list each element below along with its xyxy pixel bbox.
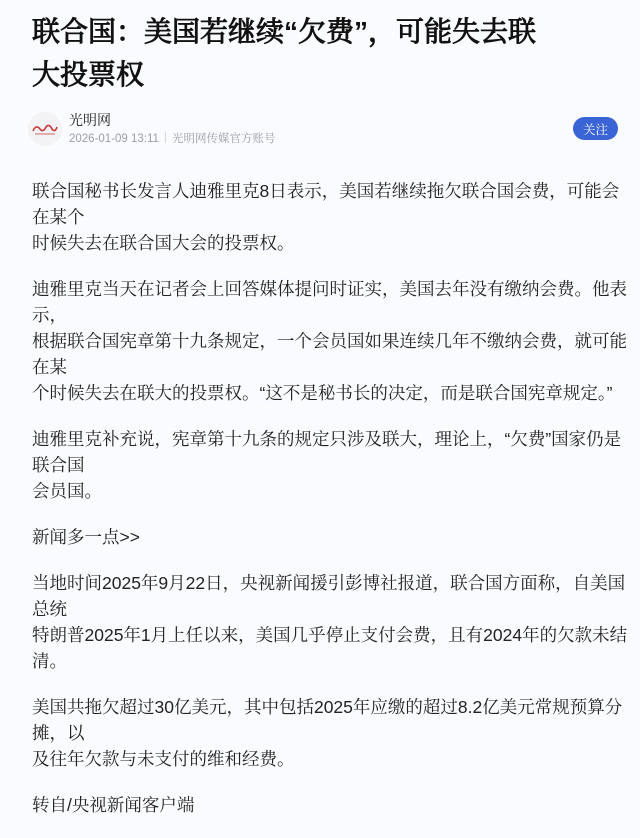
source-note	[32, 792, 628, 818]
divider	[165, 132, 166, 143]
author-bar	[28, 110, 618, 150]
paragraph	[32, 178, 628, 256]
section-heading	[32, 524, 628, 550]
author-description: 光明网传媒官方账号	[171, 133, 276, 145]
text-line: 转自/央视新闻客户端	[32, 795, 195, 815]
text-line: 特朗普2025年1月上任以来，美国几乎停止支付会费，且有2024年的欠款未结清。	[32, 625, 628, 671]
text-line: 及往年欠款与未支付的维和经费。	[32, 749, 295, 769]
text-line: 个时候失去在联大的投票权。“这不是秘书长的决定，而是联合国宪章规定。”	[32, 383, 613, 403]
text-line: 新闻多一点>>	[32, 527, 140, 547]
title-line: 联合国：美国若继续“欠费”，可能失去联	[32, 16, 537, 47]
text-line: 迪雅里克当天在记者会上回答媒体提问时证实，美国去年没有缴纳会费。他表示，	[32, 279, 627, 325]
author-name[interactable]: 光明网	[69, 112, 111, 128]
title-line: 大投票权	[32, 59, 145, 90]
follow-button[interactable]: 关注	[573, 117, 618, 140]
guangming-logo-icon	[30, 121, 60, 137]
text-line: 美国共拖欠超过30亿美元，其中包括2025年应缴的超过8.2亿美元常规预算分摊，以	[32, 697, 623, 743]
text-line: 时候失去在联合国大会的投票权。	[32, 233, 295, 253]
article-title	[32, 10, 628, 96]
paragraph	[32, 276, 628, 406]
text-line: 联合国秘书长发言人迪雅里克8日表示，美国若继续拖欠联合国会费，可能会在某个	[32, 181, 620, 227]
author-meta	[69, 130, 275, 146]
text-line: 会员国。	[32, 481, 102, 501]
avatar[interactable]	[28, 112, 62, 146]
publish-time: 2026-01-09 13:11	[69, 133, 159, 145]
text-line: 当地时间2025年9月22日，央视新闻援引彭博社报道，联合国方面称，自美国总统	[32, 573, 626, 619]
paragraph	[32, 694, 628, 772]
paragraph	[32, 570, 628, 674]
text-line: 迪雅里克补充说，宪章第十九条的规定只涉及联大，理论上，“欠费”国家仍是联合国	[32, 429, 622, 475]
text-line: 根据联合国宪章第十九条规定，一个会员国如果连续几年不缴纳会费，就可能在某	[32, 331, 627, 377]
article-body	[32, 178, 628, 838]
paragraph	[32, 426, 628, 504]
